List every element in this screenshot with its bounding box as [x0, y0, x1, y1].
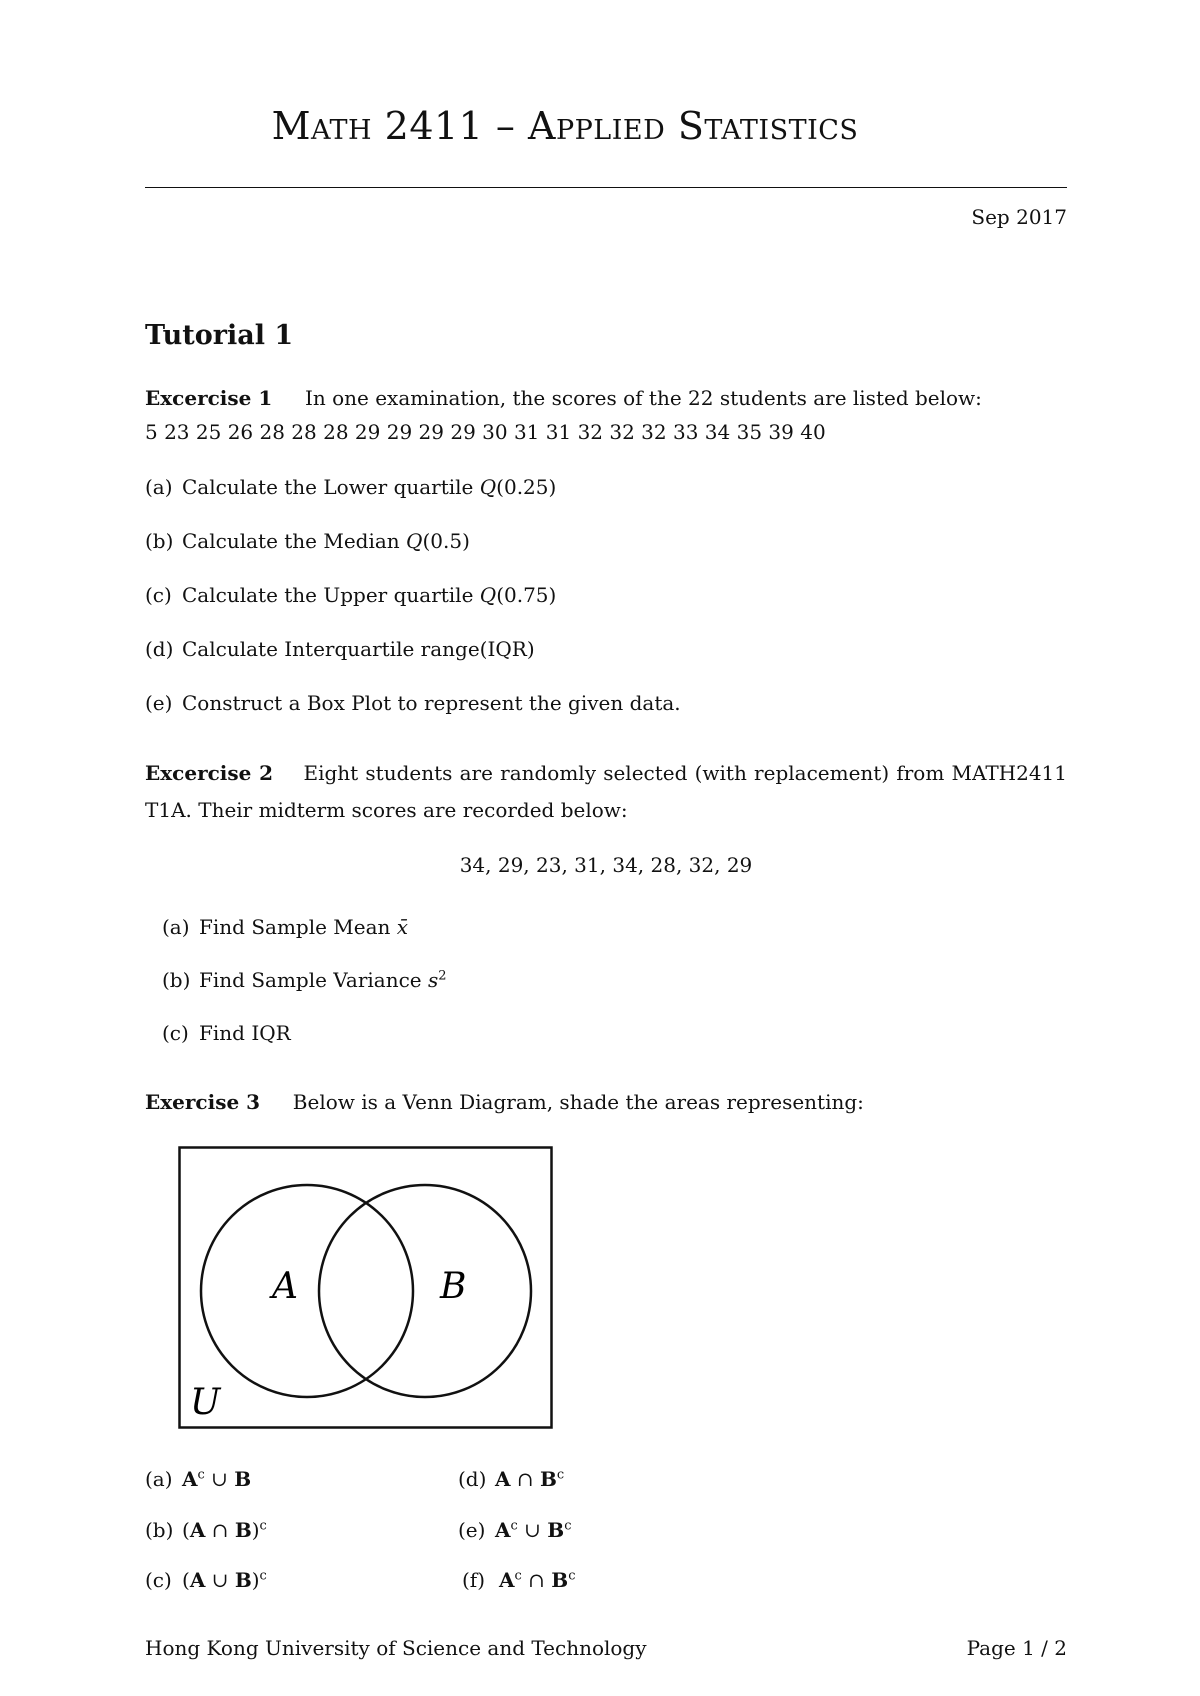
exercise1-item-e [145, 691, 681, 715]
exercise2-intro-block [145, 755, 1067, 829]
operator: ∪ [204, 1467, 235, 1491]
exercise3-item-b [145, 1518, 267, 1542]
exercise3-item-e [458, 1518, 571, 1542]
paren-close: ) [251, 1568, 260, 1592]
exercise1-item-d [145, 637, 535, 661]
expr-a: A [182, 1467, 198, 1491]
exercise2-heading: Excercise 2 [145, 761, 274, 785]
sup-2: c [568, 1568, 576, 1584]
exercise1-item-a [145, 475, 556, 499]
expr-a: A [499, 1568, 515, 1592]
exercise3-heading: Exercise 3 [145, 1090, 261, 1114]
sup-1: c [510, 1518, 518, 1534]
page-title: Math 2411 – Applied Statistics [271, 104, 859, 148]
item-text: Construct a Box Plot to represent the given data. [182, 691, 681, 715]
operator: ∩ [510, 1467, 541, 1491]
expr-a: A [495, 1467, 511, 1491]
item-math: x̄ [396, 915, 409, 939]
operator: ∩ [205, 1518, 235, 1542]
exercise2-item-c [162, 1021, 291, 1045]
expr-b: B [547, 1518, 565, 1542]
item-math: s [427, 968, 439, 992]
exercise2-data: 34, 29, 23, 31, 34, 28, 32, 29 [459, 853, 753, 877]
item-tail: (0.5) [422, 529, 470, 553]
exercise3-intro-line [145, 1090, 864, 1114]
item-label: (b) [162, 968, 191, 992]
item-math: Q [479, 475, 497, 499]
item-label: (e) [458, 1518, 486, 1542]
item-label: (f) [462, 1568, 486, 1592]
item-sup: 2 [438, 968, 447, 984]
expr-b: B [551, 1568, 569, 1592]
item-label: (a) [162, 915, 190, 939]
sup-1: c [514, 1568, 522, 1584]
exercise1-item-b [145, 529, 470, 553]
expr-a: A [189, 1518, 206, 1542]
item-tail: (0.25) [496, 475, 557, 499]
exercise2-intro: Eight students are randomly selected (with replacement) from MATH2411 T1A. Their midterm scores are recorded below: [145, 761, 1067, 822]
paren-close: ) [251, 1518, 260, 1542]
item-label: (a) [145, 475, 173, 499]
sup-post: c [259, 1518, 267, 1534]
exercise3-intro: Below is a Venn Diagram, shade the areas representing: [292, 1090, 864, 1114]
sup-2: c [564, 1518, 572, 1534]
footer-institution: Hong Kong University of Science and Technology [145, 1636, 647, 1660]
item-label: (e) [145, 691, 173, 715]
item-text: Find IQR [199, 1021, 291, 1045]
item-label: (d) [145, 637, 174, 661]
item-text: Calculate the Median [182, 529, 407, 553]
operator: ∩ [521, 1568, 552, 1592]
title-rule [145, 187, 1067, 188]
universe-label: U [190, 1382, 221, 1423]
item-label: (d) [458, 1467, 487, 1491]
set-a-circle [201, 1185, 413, 1397]
exercise3-item-c [145, 1568, 267, 1592]
exercise1-heading: Excercise 1 [145, 386, 273, 410]
sup-post: c [259, 1568, 267, 1584]
item-text: Calculate Interquartile range(IQR) [182, 637, 535, 661]
item-label: (a) [145, 1467, 173, 1491]
expr-b: B [234, 1467, 252, 1491]
venn-diagram [178, 1146, 554, 1430]
section-title: Tutorial 1 [145, 320, 294, 351]
paren-open: ( [182, 1518, 190, 1542]
item-text: Calculate the Upper quartile [182, 583, 480, 607]
operator: ∪ [205, 1568, 235, 1592]
item-label: (b) [145, 1518, 174, 1542]
expr-b: B [540, 1467, 557, 1491]
universe-box [180, 1148, 552, 1428]
expr-b: B [234, 1518, 252, 1542]
operator: ∪ [517, 1518, 548, 1542]
date-label: Sep 2017 [971, 205, 1067, 229]
exercise1-intro: In one examination, the scores of the 22 students are listed below: [304, 386, 982, 410]
exercise3-item-a [145, 1467, 251, 1491]
item-math: Q [479, 583, 497, 607]
item-text: Find Sample Variance [199, 968, 428, 992]
footer-page-number: Page 1 / 2 [966, 1636, 1067, 1660]
item-math: Q [406, 529, 423, 553]
exercise1-scores: 5 23 25 26 28 28 28 29 29 29 29 30 31 31 32 32 32 33 34 35 39 40 [145, 420, 826, 444]
item-text: Calculate the Lower quartile [182, 475, 480, 499]
item-label: (c) [145, 1568, 172, 1592]
item-text: Find Sample Mean [199, 915, 397, 939]
item-label: (b) [145, 529, 174, 553]
exercise3-item-f [462, 1568, 575, 1592]
set-b-circle [319, 1185, 531, 1397]
expr-a: A [495, 1518, 511, 1542]
item-label: (c) [162, 1021, 189, 1045]
expr-a: A [189, 1568, 206, 1592]
paren-open: ( [182, 1568, 190, 1592]
set-a-label: A [272, 1266, 298, 1307]
item-tail: (0.75) [496, 583, 557, 607]
exercise2-item-b [162, 968, 447, 992]
set-b-label: B [440, 1266, 467, 1307]
exercise3-item-d [458, 1467, 564, 1491]
exercise2-item-a [162, 915, 408, 939]
item-label: (c) [145, 583, 172, 607]
exercise1-intro-line [145, 386, 982, 410]
sup-2: c [556, 1467, 565, 1483]
exercise1-item-c [145, 583, 556, 607]
expr-b: B [234, 1568, 252, 1592]
sup-1: c [197, 1467, 205, 1483]
